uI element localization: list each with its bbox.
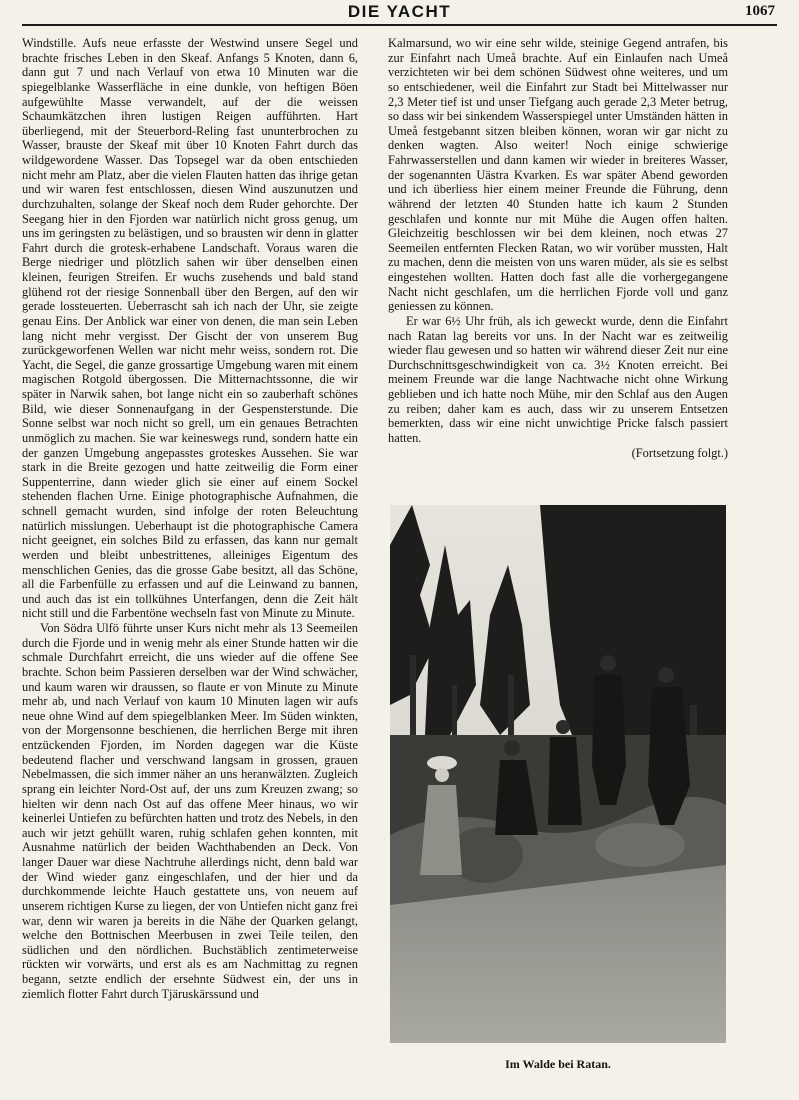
page-number: 1067 (745, 3, 775, 19)
photo-illustration (390, 505, 726, 1043)
page-header (22, 0, 777, 24)
header-rule (22, 24, 777, 26)
paragraph: Er war 6½ Uhr früh, als ich geweckt wurde, denn die Einfahrt nach Ratan lag bereits vor uns. In der Nacht war es zeitweilig wieder flau gewesen und so hatten wir während dieser Zeit nur eine Durchschnittsgeschwindigkeit von ca. 3½ Knoten erreicht. Bei meinem Freunde war die lange Nachtwache nicht ohne Wirkung geblieben und ich hatte noch Mühe, mir den Schlaf aus den Augen zu reiben; daher kam es auch, dass wir zu unserem Entsetzen bemerkten, dass wir eine nicht unwichtige Pricke falsch passiert hatten. (388, 313, 728, 445)
right-text-column (388, 36, 728, 460)
photo-caption: Im Walde bei Ratan. (505, 1057, 611, 1071)
left-text-column (22, 36, 358, 1066)
paragraph: Windstille. Aufs neue erfasste der Westwind unsere Segel und brachte frisches Leben in den Skeaf. Anfangs 5 Knoten, dann 6, dann gut 7 und nach Verlauf von etwa 10 Minuten war die spiegelblanke Wasserfläche in eine dunkle, von heftigen Böen aufgewühlte Masse verwandelt, auf der die weissen Schaumkätzchen ihren lustigen Reigen aufführten. Hart überliegend, mit der Steuerbord-Reling fast ununterbrochen zu Wasser, brauste der Skeaf mit über 10 Knoten Fahrt durch das wildgewordene Wasser. Das Topsegel war da oben entschieden nicht mehr am Platz, aber die vielen Flauten hatten das ihrige getan und wir waren fest entschlossen, diesen Wind auszunutzen und durchzuhalten, solange der Skeaf noch dem Ruder gehorchte. Der Seegang hier in den Fjorden war natürlich nicht gross genug, um uns im geringsten zu belästigen, und so brausten wir denn in glatter Fahrt durch die grotesk-erhabene Landschaft. Voraus waren die Berge niedriger und plötzlich sahen wir über denselben einen kleinen, feurigen Streifen. Er wuchs zusehends und bald stand glühend rot der riesige Sonnenball über den Bergen, auf den wir gerade lossteuerten. Ueberrascht sah ich nach der Uhr, sie zeigte genau Eins. Der Anblick war einer von denen, die man sein Leben lang nicht mehr vergisst. Der Gischt der von unserem Bug zurückgeworfenen Wellen war nicht mehr weiss, sondern rot. Die Yacht, die Segel, die ganze grossartige Umgebung waren mit einem magischen Rotgold übergossen. Die Mitternachtssonne, die wir später in Narwik sahen, bot lange nicht ein so zauberhaft schönes Bild, wie dieser Sonnenaufgang in der Gespensterstunde. Die Sonne selbst war noch nicht so grell, um ein genaues Betrachten unmöglich zu machen. Sie war keineswegs rund, sondern hatte ein der ganzen Umgebung angepasstes groteskes Aussehen. Sie war stark in die Breite gezogen und hatte zeitweilig die Form einer Suppenterrine, dann wieder glich sie einer auf einem Sockel stehenden flachen Urne. Einige photographische Aufnahmen, die schnell gemacht wurden, sind infolge der roten Beleuchtung natürlich misslungen. Ueberhaupt ist die photographische Camera nicht geeignet, ein solches Bild zu erfassen, das kann nur gemalt werden und bleibt unbestrittenes, alleiniges Eigentum des menschlichen Genies, das die grosse Gabe besitzt, all das Schöne, all die Farbenfülle zu erfassen und auf die Leinwand zu bannen, und auch das ist ein tollkühnes Unterfangen, denn die Zeit hält nicht still und die Farbentöne wechseln fast von Minute zu Minute. (22, 36, 358, 621)
paragraph: Von Södra Ulfö führte unser Kurs nicht mehr als 13 Seemeilen durch die Fjorde und in wenig mehr als einer Stunde hatten wir die schmale Durchfahrt erreicht, die uns wieder auf die offene See brachte. Schon beim Passieren derselben war der Wind schwächer, und kaum waren wir draussen, so flaute er von Minute zu Minute mehr ab, und nach Verlauf von kaum 10 Minuten lagen wir aufs neue ohne Wind auf dem spiegelblanken Meer. Im Süden winkten, von der Morgensonne beschienen, die herrlichen Berge mit ihren entzückenden Fjorden, im Norden dagegen war die Küste bedeutend flacher und verschwand langsam in grossen, grauen Nebelmassen, die sich immer näher an uns heranwälzten. Zugleich sprang ein leichter Nord-Ost auf, der uns zum Kreuzen zwang; so hielten wir denn nach Ost auf das offene Meer hinaus, wo wir keinerlei Untiefen zu befürchten hatten und trotz des Nebels, in den auch wir jetzt gehüllt waren, ruhig schlafen gehen konnten, mit Ausnahme natürlich der beiden Wachthabenden an Deck. Von langer Dauer war diese Nachtruhe allerdings nicht, denn bald war der Wind wieder ganz eingeschlafen, und der hier und da durchkommende leichte Hauch gestattete uns, von neuem auf unserem richtigen Kurse zu liegen, der von Untiefen nicht ganz frei war, denn wir waren ja bereits in die Nähe der Quarken gelangt, welche den Bottnischen Meerbusen in zwei Teile teilen, den südlichen und den nördlichen. Buchstäblich zentimeterweise rückten wir vorwärts, und erst als es am Nachmittag zu regnen begann, setzte endlich der ersehnte Südwest ein, der uns in ziemlich flotter Fahrt durch Tjäruskärssund und (22, 621, 358, 1001)
forest-group-photograph (390, 505, 726, 1043)
paragraph: Kalmarsund, wo wir eine sehr wilde, steinige Gegend antrafen, bis zur Einfahrt nach Umeå brachte. Auf ein Einlaufen nach Umeå verzichteten wir bei dem schönen Südwest ohne weiteres, und um so entschiedener, weil die Einfahrt zur Stadt bei Mittelwasser nur 2,3 Meter tief ist und unser Tiefgang auch gerade 2,3 Meter betrug, so dass wir bei sinkendem Wasserspiegel unter Umständen hätten in Umeå festgebannt sitzen bleiben können, woran wir gar nicht zu denken wagten. Also weiter! Noch einige schwierige Fahrwasserstellen und dann kamen wir wieder in breiteres Wasser, der sogenannten Uästra Kvarken. Es war später Abend geworden und ich überliess hier einem meiner Freunde die Führung, denn während der letzten 40 Stunden hatte ich kaum 2 Stunden geschlafen und konnte nur mit Mühe die Augen offen halten. Gleichzeitig beschlossen wir bei dem kleinen, noch etwas 27 Seemeilen entfernten Flecken Ratan, wo wir vorüber mussten, Halt zu machen, denn die meisten von uns waren müder, als sie es selbst eingestehen wollten. Hatten doch fast alle die vorhergegangene Nacht nicht geschlafen, um die herrlichen Fjorde voll und ganz geniessen zu können. (388, 36, 728, 314)
publication-title: DIE YACHT (347, 2, 452, 21)
continuation-note: (Fortsetzung folgt.) (631, 445, 728, 460)
